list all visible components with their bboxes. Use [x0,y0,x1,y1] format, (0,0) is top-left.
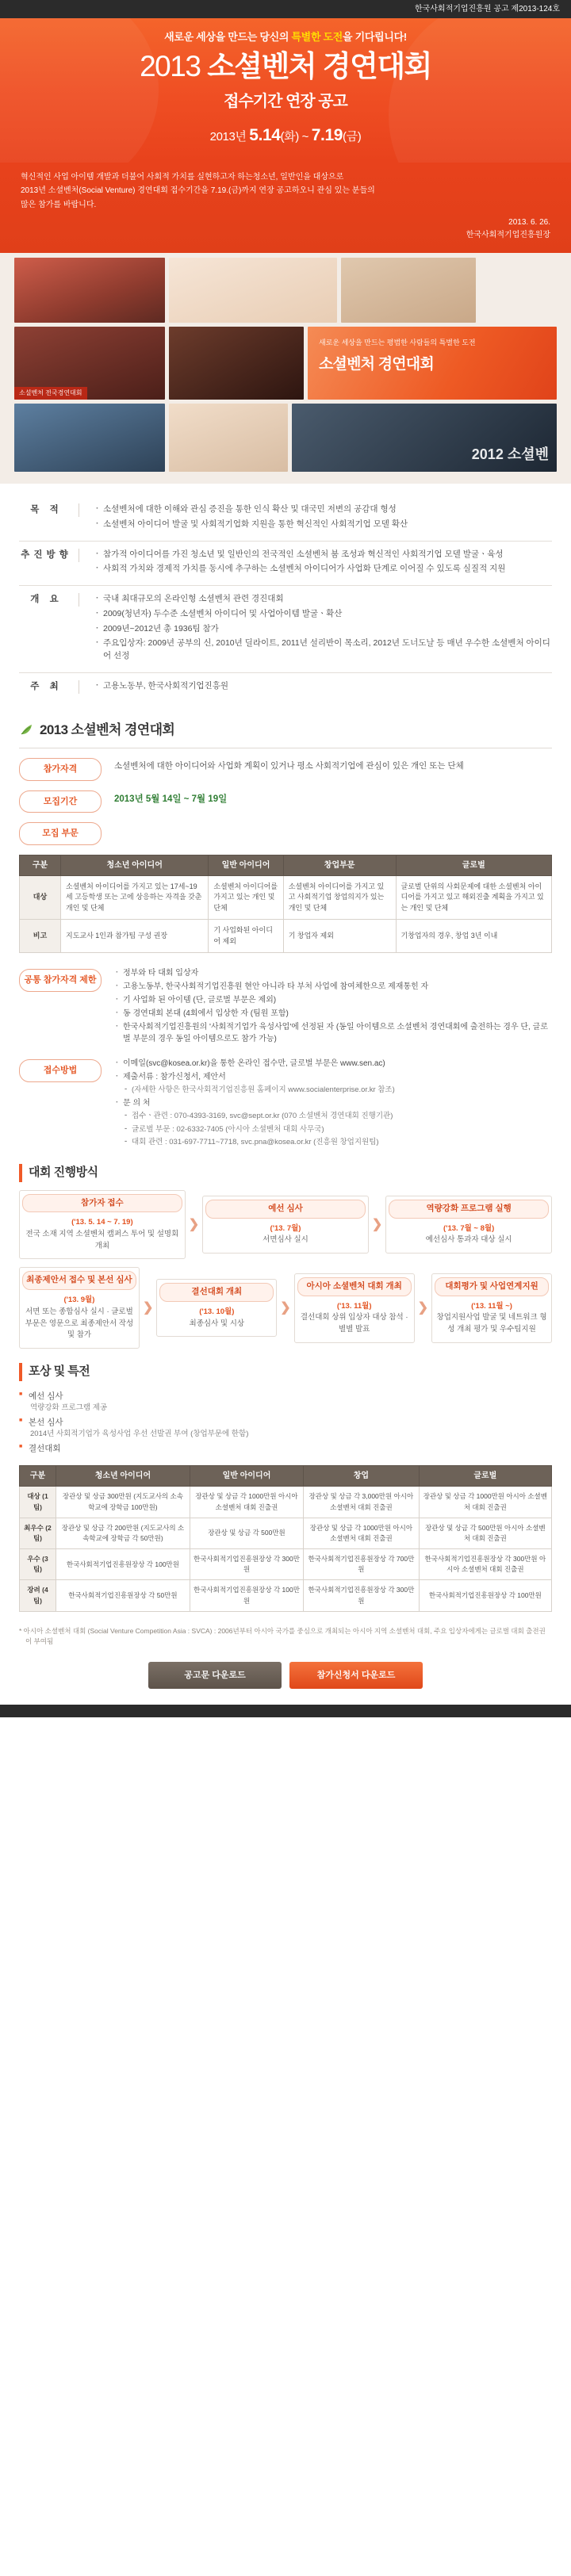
hero-banner [0,18,571,163]
hero-date-to-day: (금) [343,130,362,144]
flow-step-desc: 결선대회 상위 입상자 대상 참석 · 별별 발표 [300,1313,408,1334]
list-item: - 글로벌 부문 : 02-6332-7405 (아시아 소셜벤처 대회 사무국) [114,1124,552,1135]
list-item: · 참가적 아이디어를 가진 청소년 및 일반인의 전국적인 소셜벤처 붐 조성과 혁신적인 사회적기업 모델 발굴ㆍ육성 [95,549,552,561]
list-item: - 접수ㆍ관련 : 070-4393-3169, svc@sept.or.kr (070 소셜벤처 경연대회 진행기관) [114,1111,552,1122]
row-header-grand: 대상 (1팀) [20,1487,56,1518]
col-general-idea: 일반 아이디어 [209,855,283,875]
info-label-direction: 추진방향 [19,549,79,562]
cell-superior-global: 한국사회적기업진흥원장상 각 300만원 아시아 소셜벤처 대회 진출권 [419,1549,551,1580]
info-row-direction [19,542,552,587]
hero-title-main: 소셜벤처 경연대회 [207,49,431,82]
label-recruit-category: 모집 부문 [19,822,102,845]
info-row-host [19,673,552,702]
label-application-method: 접수방법 [19,1059,102,1082]
list-item: · 제출서류 : 참가신청서, 제안서 [114,1071,552,1083]
award-item-sub: 2014년 사회적기업가 육성사업 우선 선발권 부여 (창업부문에 한함) [30,1430,249,1439]
cell-superior-youth: 한국사회적기업진흥원장상 각 100만원 [56,1549,190,1580]
awards-footnote [0,1623,571,1657]
footnote-text: * 아시아 소셜벤처 대회 (Social Venture Competition Asia : SVCA) : 2006년부터 아시아 국가를 중심으로 개최되는 아시아 지역 소셜벤처 대회, 주요 입상자에게는 글로벌 대회 출전권이 부여됨 [19,1626,546,1646]
row-header-excellent: 최우수 (2팀) [20,1518,56,1548]
chevron-right-icon: ❯ [417,1300,429,1315]
hero-tagline-part2: 을 기다립니다! [343,31,407,43]
cell-grand-global: 장관상 및 상금 각 1000만원 아시아 소셜벤처 대회 진출권 [419,1487,551,1518]
col-general-idea: 일반 아이디어 [190,1466,303,1487]
info-row-purpose [19,496,552,542]
table-row [20,1487,552,1518]
info-label-purpose: 목 적 [19,503,79,517]
col-startup: 창업 [304,1466,420,1487]
period-row [0,790,571,823]
flow-step-desc: 서면심사 실시 [263,1235,308,1245]
cell-encouragement-general: 한국사회적기업진흥원장상 각 100만원 [190,1580,303,1611]
chevron-right-icon: ❯ [371,1217,383,1231]
flow-step-final-proposal [19,1267,140,1349]
list-item: · 사회적 가치와 경제적 가치를 동시에 추구하는 소셜벤처 아이디어가 사업화 단계로 이어질 수 있도록 실질적 지원 [95,563,552,576]
col-division: 구분 [20,1466,56,1487]
info-items-direction [90,549,552,579]
award-item-title: 예선 심사 [29,1391,63,1401]
section-title-competition [0,707,571,745]
flow-step-label: 결선대회 개최 [159,1283,274,1302]
flow-step-date: ('13. 7월) [270,1223,301,1233]
chevron-right-icon: ❯ [142,1300,154,1315]
chevron-right-icon: ❯ [280,1300,291,1315]
cell-excellent-startup: 장관상 및 상금 각 1000만원 아시아 소셜벤처 대회 진출권 [304,1518,420,1548]
cell-excellent-general: 장관상 및 상금 각 500만원 [190,1518,303,1548]
chevron-right-icon: ❯ [188,1217,200,1231]
download-application-form-button[interactable]: 참가신청서 다운로드 [289,1662,423,1690]
flow-step-date: ('13. 10월) [199,1307,235,1316]
flow-step-date: ('13. 11월 ~) [471,1301,512,1311]
flow-step-label: 참가자 접수 [22,1194,182,1213]
download-button-row [0,1657,571,1705]
info-items-purpose [90,503,552,534]
photo-stage [169,327,304,400]
recruit-table [19,855,552,954]
section-title-text: 2013 소셜벤처 경연대회 [40,722,175,737]
cell-grand-startup: 장관상 및 상금 각 3,000만원 아시아 소셜벤처 대회 진출권 [304,1487,420,1518]
cell-encouragement-startup: 한국사회적기업진흥원장상 각 300만원 [304,1580,420,1611]
banner-big-text: 소셜벤처 경연대회 [319,355,434,373]
row-header-remark: 비고 [20,920,61,953]
photo-year-overlay: 2012 소셜벤 [471,446,549,463]
common-restriction-block [0,964,571,1055]
table-row [20,920,552,953]
cell-encouragement-youth: 한국사회적기업진흥원장상 각 50만원 [56,1580,190,1611]
footer-bar [0,1705,571,1717]
table-row [20,1518,552,1548]
hero-tagline [0,29,571,45]
list-item: · 소셜벤처 아이디어 발굴 및 사회적기업화 지원을 통한 혁신적인 사회적기업 모델 확산 [95,519,552,531]
table-header-row [20,855,552,875]
col-global: 글로벌 [419,1466,551,1487]
list-item: · 2009년~2012년 총 1936팀 참가 [95,623,552,636]
photo-banner-text [308,327,557,400]
intro-sign-org: 한국사회적기업진흥원장 [466,231,550,240]
intro-line-1: 혁신적인 사업 아이템 개발과 더불어 사회적 가치를 실현하고자 하는청소년, 일반인을 대상으로 [21,172,344,182]
table-header-row [20,1466,552,1487]
hero-date-from: 5.14 [249,126,281,145]
flow-step-final-contest [156,1279,277,1337]
text-eligibility: 소셜벤처에 대한 아이디어와 사업화 계획이 있거나 평소 사회적기업에 관심이 있은 개인 또는 단체 [114,761,464,771]
table-row [20,875,552,920]
list-item: · 주요입상자: 2009년 공부의 신, 2010년 딜라이트, 2011년 설리반이 목소리, 2012년 도너도날 등 매년 우수한 소셜벤처 아이디어 선정 [95,637,552,663]
flow-row-2 [0,1267,571,1357]
cell-remark-startup: 기 창업자 제외 [283,920,396,953]
flow-step-preliminary [202,1196,369,1254]
list-item [19,1443,552,1456]
flow-step-date: ('13. 9월) [63,1296,95,1305]
list-item: · 한국사회적기업진흥원의 '사회적기업가 육성사업'에 선정된 자 (동일 아이템으로 소셜벤처 경연대회에 출전하는 경우 단, 글로벌 부문의 경우 동일 아이템으로도 참가 가능) [114,1021,552,1045]
col-youth-idea: 청소년 아이디어 [56,1466,190,1487]
list-item: · 고용노동부, 한국사회적기업진흥원 현안 아니라 타 부처 사업에 참여체한으로 제재통힌 자 [114,981,552,993]
flow-step-application [19,1190,186,1260]
award-item-sub: 역량강화 프로그램 제공 [30,1403,108,1413]
awards-table-wrap [0,1465,571,1622]
col-startup: 창업부문 [283,855,396,875]
common-restriction-list [102,967,552,1047]
list-item: · 국내 최대규모의 온라인형 소셜벤처 관련 경진대회 [95,593,552,606]
flow-step-date: ('13. 5. 14 ~ 7. 19) [71,1218,133,1227]
flow-step-date: ('13. 7월 ~ 8월) [443,1223,495,1233]
label-eligibility: 참가자격 [19,758,102,781]
cell-grand-youth: 장관상 및 상금 300만원 (지도교사의 소속학교에 장학금 100만원) [56,1487,190,1518]
list-item: · 소셜벤처에 대한 이해와 관심 증진을 통한 인식 확산 및 대국민 저변의 공감대 형성 [95,503,552,516]
intro-line-2: 2013년 소셜벤처(Social Venture) 경연대회 접수기간을 7.19.(금)까지 연장 공고하오니 관심 있는 분들의 [21,186,375,196]
award-item-title: 본선 심사 [29,1417,63,1427]
list-item: · 기 사업화 된 아이템 (단, 글로벌 부문은 제외) [114,994,552,1006]
list-item: · 이메일(svc@kosea.or.kr)을 통한 온라인 접수만, 글로벌 부문은 www.sen.ac) [114,1058,552,1070]
cell-target-youth: 소셜벤처 아이디어를 가지고 있는 17세~19세 고등학생 또는 고에 상응하는 자격을 갖춘 개인 및 단체 [61,875,209,920]
list-item [19,1417,552,1441]
table-row [20,1580,552,1611]
cell-encouragement-global: 한국사회적기업진흥원장상 각 100만원 [419,1580,551,1611]
list-item: · 정부와 타 대회 입상자 [114,967,552,979]
list-item: · 문 의 처 [114,1097,552,1109]
flow-step-label: 대회평가 및 사업연계지원 [435,1277,549,1296]
hero-tagline-emphasis: 특별한 도전 [291,31,343,43]
photo-group-1 [169,258,337,323]
info-items-outline [90,593,552,665]
col-division: 구분 [20,855,61,875]
text-period: 2013년 5월 14일 ~ 7월 19일 [114,794,228,804]
list-item: · 2009(청년자) 두수준 소셜벤처 아이디어 및 사업아이템 발굴ㆍ확산 [95,608,552,621]
cell-grand-general: 장관상 및 상금 각 1000만원 아시아 소셜벤처 대회 진출권 [190,1487,303,1518]
list-item: - (자세한 사항은 한국사회적기업진흥원 홈페이지 www.socialenterprise.or.kr 참조) [114,1085,552,1096]
col-global: 글로벌 [396,855,551,875]
flow-step-desc: 서면 또는 종합심사 실시 · 글로벌 부문은 영문으로 최종제안서 작성 및 참가 [25,1307,134,1340]
application-method-list [102,1058,552,1150]
info-label-outline: 개 요 [19,593,79,607]
flow-step-label: 예선 심사 [205,1200,366,1219]
cell-excellent-global: 장관상 및 상금 각 500만원 아시아 소셜벤처 대회 진출권 [419,1518,551,1548]
photo-participants [14,404,165,472]
hero-title-year: 2013 [140,49,208,82]
banner-small-text: 새로운 세상을 만드는 평범한 사람들의 특별한 도전 [319,339,476,347]
list-item: · 동 경연대회 본대 (4회에서 입상한 자 (팀원 포함) [114,1008,552,1020]
flow-step-evaluation [431,1273,552,1343]
info-row-outline [19,586,552,673]
photo-collage [0,253,571,484]
intro-paragraph [0,163,571,254]
recruit-table-wrap [0,855,571,965]
list-item: - 대회 관련 : 031-697-7711~7718, svc.pna@kosea.or.kr (진흥원 창업지원팀) [114,1137,552,1148]
hero-date-tilde: ~ [298,130,312,144]
photo-award-ceremony [14,258,165,323]
overview-section [0,484,571,707]
info-label-host: 주 최 [19,680,79,694]
row-header-target: 대상 [20,875,61,920]
intro-sign-date: 2013. 6. 26. [508,218,550,228]
flow-step-label: 아시아 소셜벤처 대회 개최 [297,1277,412,1296]
leaf-icon [19,722,33,737]
photo-presentation [14,327,165,400]
awards-table [19,1465,552,1611]
photo-audience [169,404,288,472]
hero-date-range [0,123,571,148]
flow-step-desc: 예선심사 통과자 대상 실시 [425,1235,512,1245]
hero-date-prefix: 2013년 [209,130,250,144]
list-item [19,1391,552,1414]
cell-remark-youth: 지도교사 1인과 참가팀 구성 권장 [61,920,209,953]
cell-excellent-youth: 장관상 및 상금 각 200만원 (지도교사의 소속학교에 장학금 각 50만원) [56,1518,190,1548]
recruit-category-row [0,822,571,855]
label-common-restriction: 공통 참가자격 제한 [19,969,102,992]
flow-step-desc: 전국 소재 지역 소셜벤처 캠퍼스 투어 및 설명회 개최 [25,1230,179,1250]
photo-caption-contest: 소셜벤처 전국경연대회 [14,387,87,400]
label-period: 모집기간 [19,790,102,813]
col-youth-idea: 청소년 아이디어 [61,855,209,875]
cell-remark-general: 기 사업화된 아이디어 제외 [209,920,283,953]
application-method-block [0,1055,571,1158]
cell-superior-general: 한국사회적기업진흥원장상 각 300만원 [190,1549,303,1580]
photo-group-2 [341,258,476,323]
hero-date-from-day: (화) [280,130,299,144]
flow-row-1 [0,1190,571,1268]
eligibility-row [0,758,571,790]
intro-line-3: 많은 참가를 바랍니다. [21,200,97,209]
cell-target-global: 글로벌 단위의 사회문제에 대한 소셜벤처 아이디어를 가지고 있고 해외진출 계획을 가지고 있는 개인 및 단체 [396,875,551,920]
flow-step-label: 역량강화 프로그램 실행 [389,1200,549,1219]
cell-target-startup: 소셜벤처 아이디어를 가지고 있고 사회적기업 창업의지가 있는 개인 및 단체 [283,875,396,920]
row-header-superior: 우수 (3팀) [20,1549,56,1580]
info-items-host [90,680,552,695]
cell-remark-global: 기창업자의 경우, 창업 3년 이내 [396,920,551,953]
notice-number: 한국사회적기업진흥원 공고 제2013-124호 [0,0,571,18]
photo-stage-2 [292,404,557,472]
flow-step-desc: 창업지원사업 발굴 및 네트워크 형성 개최 평가 및 우수팀지원 [436,1313,547,1334]
flow-step-desc: 최종심사 및 시상 [189,1319,245,1328]
hero-tagline-part1: 새로운 세상을 만드는 당신의 [164,31,292,43]
flow-step-asia-contest [294,1273,415,1343]
page-title [0,50,571,84]
hero-date-to: 7.19 [311,126,343,145]
hero-subtitle: 접수기간 연장 공고 [224,93,347,111]
download-notice-button[interactable]: 공고문 다운로드 [148,1662,282,1690]
table-row [20,1549,552,1580]
flow-step-label: 최종제안서 접수 및 본선 심사 [22,1271,136,1290]
list-item: · 고용노동부, 한국사회적기업진흥원 [95,680,552,693]
flow-section-title: 대회 진행방식 [19,1164,552,1182]
cell-superior-startup: 한국사회적기업진흥원장상 각 700만원 [304,1549,420,1580]
flow-step-date: ('13. 11월) [336,1301,372,1311]
cell-target-general: 소셜벤처 아이디어를 가지고 있는 개인 및 단체 [209,875,283,920]
awards-section-title: 포상 및 특전 [19,1363,552,1381]
row-header-encouragement: 장려 (4팀) [20,1580,56,1611]
flow-step-capacity-program [385,1196,552,1254]
award-item-title: 결선대회 [29,1443,61,1453]
awards-list [0,1389,571,1466]
